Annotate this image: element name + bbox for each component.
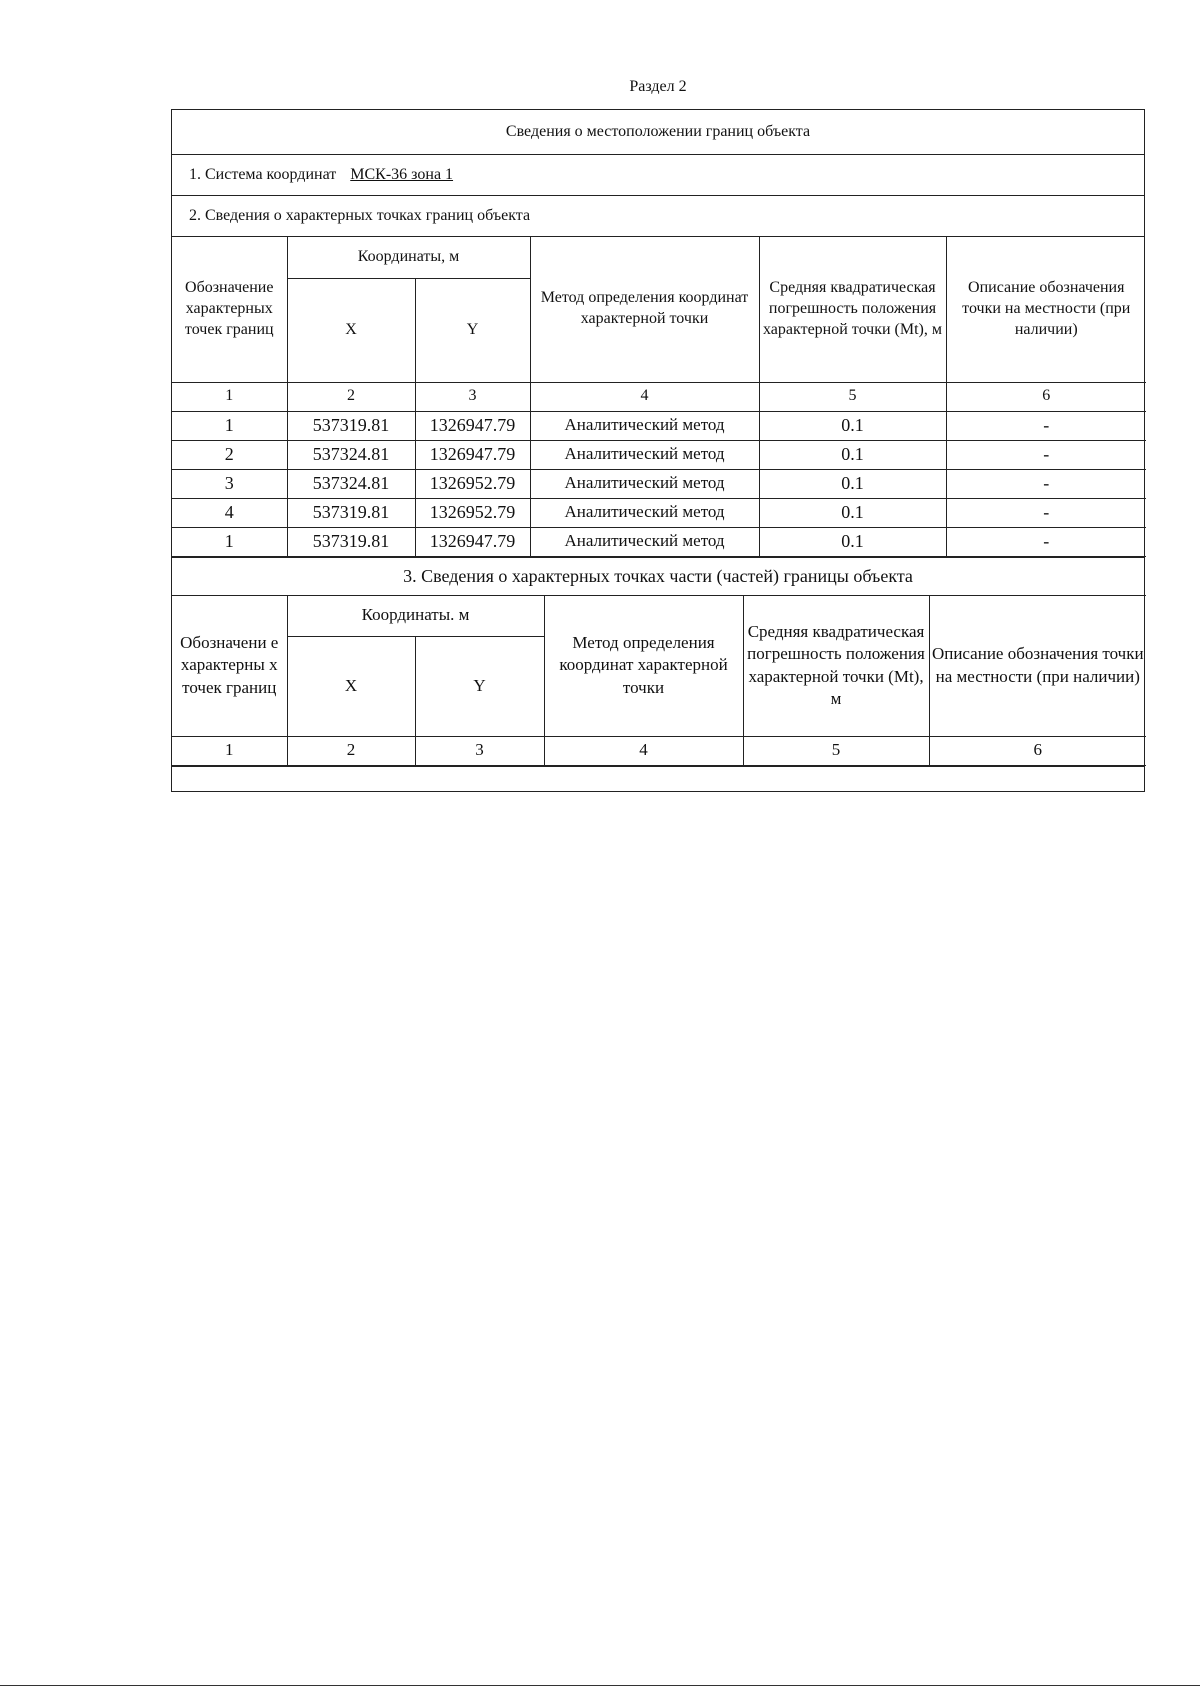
mean-error: 0.1 xyxy=(759,411,946,440)
coordinate-system-value: МСК-36 зона 1 xyxy=(350,166,454,183)
y-coordinate: 1326947.79 xyxy=(415,440,530,469)
column-number: 6 xyxy=(946,382,1146,411)
boundary-points-table xyxy=(172,237,1146,557)
method: Аналитический метод xyxy=(530,527,759,556)
y-coordinate: 1326952.79 xyxy=(415,469,530,498)
x-coordinate: 537319.81 xyxy=(287,411,415,440)
x-coordinate: 537319.81 xyxy=(287,527,415,556)
col-y-header: Y xyxy=(415,278,530,382)
col-y-header: Y xyxy=(415,636,544,736)
column-number: 6 xyxy=(929,736,1146,765)
column-number: 5 xyxy=(743,736,929,765)
y-coordinate: 1326947.79 xyxy=(415,527,530,556)
point-description: - xyxy=(946,411,1146,440)
column-number: 4 xyxy=(530,382,759,411)
column-numbers-row xyxy=(172,382,1146,411)
points-heading: 2. Сведения о характерных точках границ объекта xyxy=(172,196,1144,237)
table-row xyxy=(172,527,1146,556)
table-row xyxy=(172,469,1146,498)
point-id: 1 xyxy=(172,411,287,440)
col-designation-header: Обозначени е характерны х точек границ xyxy=(172,595,287,736)
column-number: 1 xyxy=(172,736,287,765)
method: Аналитический метод xyxy=(530,498,759,527)
column-number: 4 xyxy=(544,736,743,765)
point-id: 4 xyxy=(172,498,287,527)
column-number: 3 xyxy=(415,382,530,411)
column-number: 5 xyxy=(759,382,946,411)
col-x-header: X xyxy=(287,278,415,382)
col-error-header: Средняя квадратическая погрешность положения характерной точки (Mt), м xyxy=(743,595,929,736)
method: Аналитический метод xyxy=(530,469,759,498)
col-method-header: Метод определения координат характерной точки xyxy=(544,595,743,736)
point-description: - xyxy=(946,498,1146,527)
y-coordinate: 1326947.79 xyxy=(415,411,530,440)
x-coordinate: 537324.81 xyxy=(287,440,415,469)
section-title: Раздел 2 xyxy=(629,78,687,95)
point-id: 3 xyxy=(172,469,287,498)
y-coordinate: 1326952.79 xyxy=(415,498,530,527)
table-row xyxy=(172,440,1146,469)
x-coordinate: 537319.81 xyxy=(287,498,415,527)
col-error-header: Средняя квадратическая погрешность положения характерной точки (Mt), м xyxy=(759,237,946,382)
table-row xyxy=(172,498,1146,527)
table-row xyxy=(172,411,1146,440)
empty-row xyxy=(172,766,1144,791)
mean-error: 0.1 xyxy=(759,527,946,556)
col-desc-header: Описание обозначения точки на местности (при наличии) xyxy=(946,237,1146,382)
point-description: - xyxy=(946,440,1146,469)
point-description: - xyxy=(946,527,1146,556)
col-coords-header: Координаты. м xyxy=(287,595,544,636)
coordinate-system-line xyxy=(172,155,1144,196)
coordinate-system-label: 1. Система координат xyxy=(189,166,337,183)
point-description: - xyxy=(946,469,1146,498)
col-coords-header: Координаты, м xyxy=(287,237,530,278)
part-points-table xyxy=(172,595,1146,766)
bottom-rule xyxy=(0,1685,1200,1686)
mean-error: 0.1 xyxy=(759,440,946,469)
mean-error: 0.1 xyxy=(759,498,946,527)
point-id: 2 xyxy=(172,440,287,469)
column-number: 1 xyxy=(172,382,287,411)
col-desc-header: Описание обозначения точки на местности (при наличии) xyxy=(929,595,1146,736)
col-designation-header: Обозначение характерных точек границ xyxy=(172,237,287,382)
column-number: 3 xyxy=(415,736,544,765)
column-number: 2 xyxy=(287,382,415,411)
method: Аналитический метод xyxy=(530,440,759,469)
col-x-header: X xyxy=(287,636,415,736)
boundary-document xyxy=(171,109,1145,792)
column-numbers-row xyxy=(172,736,1146,765)
col-method-header: Метод определения координат характерной точки xyxy=(530,237,759,382)
document-header: Сведения о местоположении границ объекта xyxy=(172,110,1144,155)
parts-heading: 3. Сведения о характерных точках части (частей) границы объекта xyxy=(172,557,1144,595)
column-number: 2 xyxy=(287,736,415,765)
method: Аналитический метод xyxy=(530,411,759,440)
x-coordinate: 537324.81 xyxy=(287,469,415,498)
point-id: 1 xyxy=(172,527,287,556)
mean-error: 0.1 xyxy=(759,469,946,498)
